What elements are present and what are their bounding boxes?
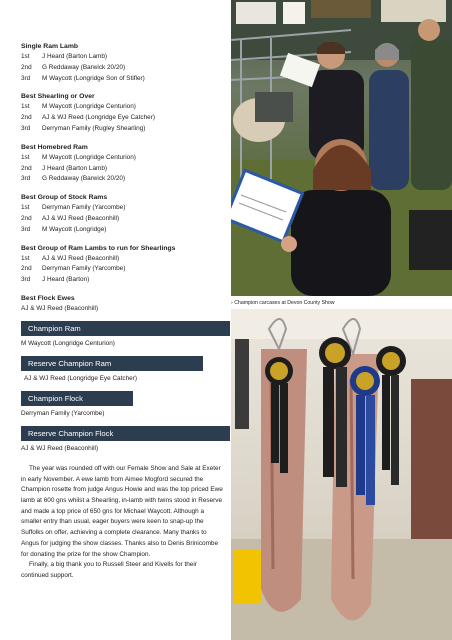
results-section [21,42,226,84]
flock-section [21,294,226,314]
exhibitor-name: M Waycott (Longridge Son of Stifler) [42,74,145,82]
result-row [21,113,226,124]
placing: 2nd [21,214,32,222]
exhibitor-name: M Waycott (Longridge Centurion) [42,153,136,161]
section-heading: Best Homebred Ram [21,143,88,151]
exhibitor-name: Derryman Family (Yarcombe) [42,204,126,212]
article-text [21,464,226,582]
exhibitor-name: M Waycott (Longridge Centurion) [42,103,136,111]
placing: 1st [21,103,30,111]
result-row [21,264,226,275]
placing: 2nd [21,63,32,71]
photo-caption [231,300,335,307]
result-row [21,174,226,185]
paragraph-show-sale: The year was rounded off with our Female Show and Sale at Exeter in early November. A ewe lamb from Aimee Mogford secured the Champion rosette from judge Angus Howie and was the top priced Ewe lamb at 600 gns whilst a Shearling, in-lamb with twins stood in Reserve and made a top price of 650 gns for Michael Waycott. Although a smaller entry than usual, eager buyers were keen to snap-up the Suffolks on offer, achieving a complete clearance. Many thanks to Angus for judging the show classes. Thanks also to Denis Brinicombe for donating the prize for the show Champion. [21,464,223,558]
section-heading: Best Shearling or Over [21,93,95,101]
placing: 2nd [21,114,32,122]
result-row [21,124,226,135]
result-row [21,63,226,74]
exhibitor-name: J Heard (Barton Lamb) [42,164,107,172]
placing: 1st [21,254,30,262]
flock-winner: AJ & WJ Reed (Beaconhill) [21,304,99,312]
result-row [21,203,226,214]
reserve-champion-ram-bar: Reserve Champion Ram [21,356,203,371]
carcase-photo [231,309,452,640]
reserve-champion-flock-bar: Reserve Champion Flock [21,426,230,441]
judging-photo [231,0,452,296]
result-row [21,225,226,236]
reserve-champion-flock-winner: AJ & WJ Reed (Beaconhill) [21,444,99,452]
exhibitor-name: AJ & WJ Reed (Beaconhill) [42,214,120,222]
caption-text: Champion carcases at Devon County Show [234,300,335,306]
section-heading: Single Ram Lamb [21,43,79,50]
carcase-scene-graphic [231,309,452,640]
placing: 3rd [21,74,31,82]
result-row [21,254,226,265]
results-column [21,42,226,582]
placing: 1st [21,53,30,60]
result-row [21,102,226,113]
section-heading: Best Group of Ram Lambs to run for Shearlings [21,244,176,252]
placing: 3rd [21,225,31,233]
placing: 3rd [21,276,31,284]
placing: 3rd [21,124,31,132]
champion-flock-winner: Derryman Family (Yarcombe) [21,409,105,417]
exhibitor-name: Derryman Family (Yarcombe) [42,265,126,273]
result-row [21,214,226,225]
result-row [21,74,226,85]
caption-arrow-icon: › [231,300,233,306]
champion-flock-bar: Champion Flock [21,391,133,406]
placing: 3rd [21,175,31,183]
champion-ram-bar: Champion Ram [21,321,230,336]
reserve-champion-ram-winner: AJ & WJ Reed (Longridge Eye Catcher) [24,374,137,382]
section-heading: Best Group of Stock Rams [21,194,108,202]
results-section [21,193,226,235]
exhibitor-name: J Heard (Barton) [42,276,90,284]
exhibitor-name: M Waycott (Longridge) [42,225,107,233]
champion-ram-winner: M Waycott (Longridge Centurion) [21,339,115,347]
exhibitor-name: G Reddaway (Barwick 20/20) [42,63,126,71]
results-section [21,244,226,286]
result-row [21,275,226,286]
placing: 1st [21,153,30,161]
exhibitor-name: G Reddaway (Barwick 20/20) [42,175,126,183]
class-results [21,42,226,286]
exhibitor-name: J Heard (Barton Lamb) [42,53,107,60]
placing: 2nd [21,164,32,172]
results-section [21,92,226,134]
exhibitor-name: AJ & WJ Reed (Longridge Eye Catcher) [42,114,155,122]
judging-scene-graphic [231,0,452,296]
paragraph-thanks: Finally, a big thank you to Russell Steer and Kivells for their continued support. [21,561,197,579]
placing: 2nd [21,265,32,273]
placing: 1st [21,204,30,212]
exhibitor-name: AJ & WJ Reed (Beaconhill) [42,254,120,262]
flock-heading: Best Flock Ewes [21,294,75,302]
result-row [21,153,226,164]
result-row [21,52,226,63]
results-section [21,143,226,185]
result-row [21,164,226,175]
exhibitor-name: Derryman Family (Rugley Shearling) [42,124,146,132]
